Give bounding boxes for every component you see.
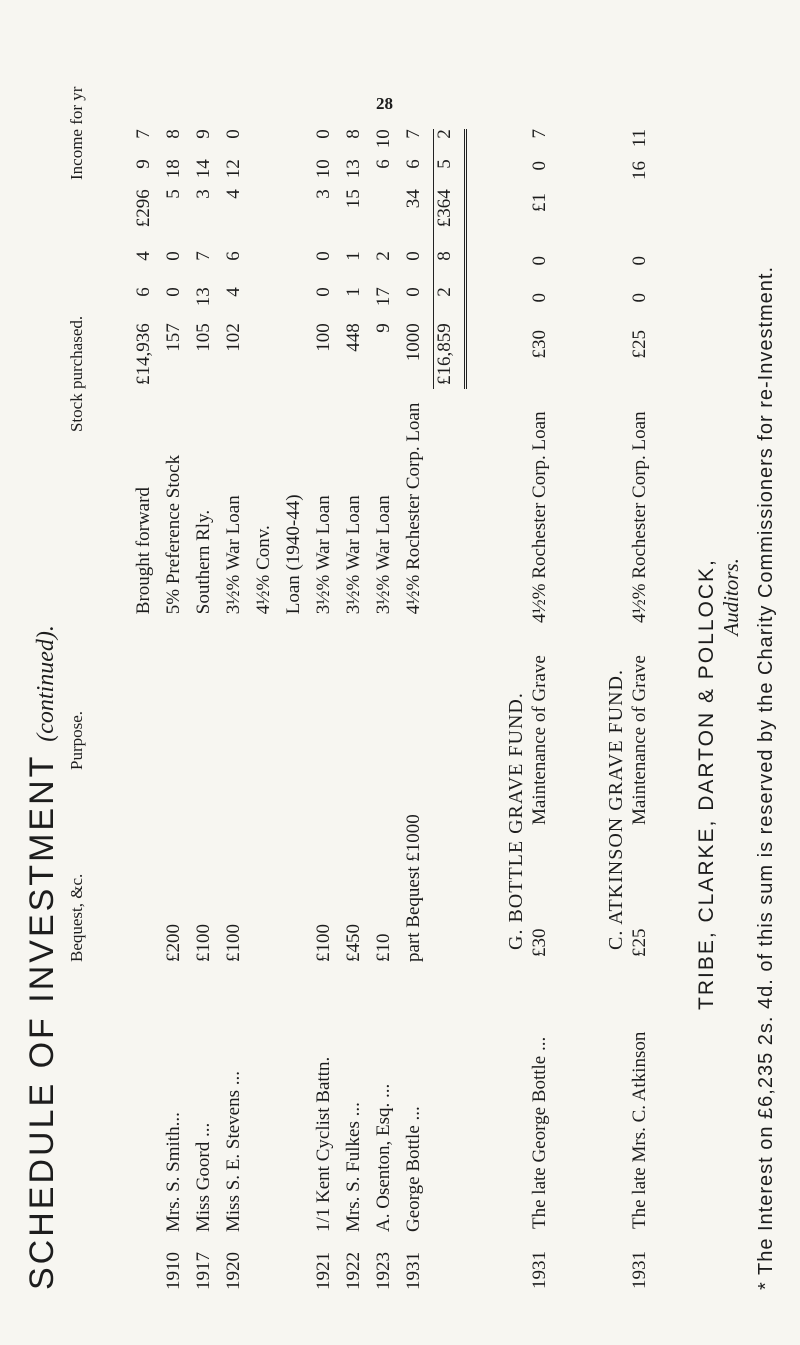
heading-title: SCHEDULE OF INVESTMENT [23, 754, 61, 1290]
amount-value: £1000 [403, 814, 424, 862]
cell-inc-d: 8 [163, 129, 184, 139]
cell-inc-d: 7 [403, 129, 424, 139]
cell-inc: £296 [133, 189, 154, 228]
cell-purpose [313, 614, 343, 814]
table-row [133, 129, 163, 1290]
cell-amount [253, 814, 283, 962]
cell-s [283, 281, 313, 317]
cell-name: 1/1 Kent Cyclist Battn. [313, 1056, 334, 1232]
cell-s: 0 [163, 287, 184, 297]
cell-s: 1 [343, 287, 364, 297]
cell-inc: 15 [343, 189, 364, 209]
fund-s: 0 [529, 293, 550, 303]
cell-stock: 3½% War Loan [223, 495, 244, 615]
fund-d: 0 [529, 256, 550, 266]
cell-purpose [193, 614, 223, 814]
cell-stock: 3½% War Loan [373, 495, 394, 615]
rotated-sheet [15, 50, 785, 1290]
cell-amount: £450 [343, 924, 364, 962]
cell-year: 1923 [373, 1252, 394, 1290]
cell-inc-s: 6 [403, 159, 424, 169]
cell-name [253, 962, 283, 1232]
cell-inc-d: 0 [223, 129, 244, 139]
fund-d: 0 [629, 256, 650, 266]
cell-name [133, 962, 163, 1232]
fund-stock: 4½% Rochester Corp. Loan [629, 411, 650, 623]
total-blank [434, 1232, 466, 1290]
cell-name: George Bottle ... [403, 1106, 424, 1232]
cell-inc [373, 189, 403, 245]
cell-year [253, 1232, 283, 1290]
table-row [163, 129, 193, 1290]
fund-inc-s: 0 [529, 161, 550, 171]
column-header-bequest: Bequest, &c. [67, 873, 86, 962]
cell-name: Miss Goord ... [193, 1122, 214, 1232]
cell-year [283, 1232, 313, 1290]
cell-amount: £200 [163, 924, 184, 962]
cell-year: 1922 [343, 1252, 364, 1290]
cell-inc-s [253, 159, 283, 189]
cell-stock-amt: 1000 [403, 323, 424, 362]
fund-table [628, 128, 652, 1290]
cell-purpose [283, 614, 313, 814]
cell-inc-s: 6 [373, 159, 394, 169]
cell-year: 1921 [313, 1252, 334, 1290]
fund-amount: £30 [529, 928, 550, 957]
fund-inc: £1 [529, 193, 550, 212]
cell-d: 0 [313, 251, 334, 261]
cell-stock-amt: 157 [163, 323, 184, 352]
column-header-stock: Stock purchased. [67, 315, 86, 432]
cell-inc-s: 10 [313, 159, 334, 179]
cell-amount [283, 814, 313, 962]
column-header-income: Income for yr [67, 86, 86, 180]
cell-inc-s: 9 [133, 159, 154, 169]
cell-purpose [163, 614, 193, 814]
cell-d [253, 245, 283, 281]
fund-row [628, 128, 652, 1290]
fund-s: 0 [629, 293, 650, 303]
total-stock-amt: £16,859 [434, 317, 466, 389]
fund-title: G. BOTTLE GRAVE FUND. [505, 692, 527, 950]
table-row [223, 129, 253, 1290]
cell-stock: 4½% Rochester Corp. Loan [403, 402, 424, 615]
fund-title: C. ATKINSON GRAVE FUND. [605, 669, 627, 950]
total-s: 2 [434, 281, 466, 317]
fund-stock: 4½% Rochester Corp. Loan [529, 411, 550, 623]
page-number: 28 [376, 94, 393, 113]
table-row [343, 129, 373, 1290]
cell-d: 2 [373, 251, 394, 261]
cell-d: 0 [163, 251, 184, 261]
cell-s: 4 [223, 287, 244, 297]
cell-purpose [253, 614, 283, 814]
cell-inc-d: 9 [193, 129, 214, 139]
cell-inc-d: 10 [373, 129, 394, 149]
cell-amount [133, 814, 163, 962]
cell-name: Miss S. E. Stevens ... [223, 1071, 244, 1232]
cell-stock-amt: 9 [373, 323, 394, 333]
cell-stock-amt: £14,936 [133, 323, 154, 385]
cell-amount: £100 [313, 924, 334, 962]
cell-inc-s: 18 [163, 159, 184, 179]
cell-purpose [133, 614, 163, 814]
cell-name [283, 962, 313, 1232]
fund-stock-amt: £25 [629, 330, 650, 359]
fund-year: 1931 [629, 1251, 650, 1289]
page-heading [23, 625, 62, 1290]
cell-amount [403, 814, 434, 962]
cell-inc [253, 189, 283, 245]
cell-purpose [373, 614, 403, 814]
fund-amount: £25 [629, 928, 650, 957]
cell-purpose [403, 614, 434, 814]
cell-year: 1931 [403, 1252, 424, 1290]
cell-year: 1910 [163, 1252, 184, 1290]
cell-stock-amt: 448 [343, 323, 364, 352]
total-inc: £364 [434, 189, 466, 245]
cell-name: Mrs. S. Fulkes ... [343, 1102, 364, 1232]
cell-inc-d: 7 [133, 129, 154, 139]
cell-stock: 5% Preference Stock [163, 454, 184, 615]
table-row [193, 129, 223, 1290]
heading-continued: (continued). [33, 625, 59, 742]
cell-name: A. Osenton, Esq. ... [373, 1083, 394, 1232]
cell-inc-d: 8 [343, 129, 364, 139]
cell-year: 1920 [223, 1252, 244, 1290]
auditors-role: Auditors. [719, 558, 743, 636]
cell-s: 6 [133, 287, 154, 297]
cell-d: 7 [193, 251, 214, 261]
auditors-signature [695, 558, 744, 1010]
total-inc-s: 5 [434, 159, 466, 189]
cell-d: 6 [223, 251, 244, 261]
cell-inc-s: 14 [193, 159, 214, 179]
fund-stock-amt: £30 [529, 330, 550, 359]
fund-inc [628, 192, 652, 250]
cell-inc-d [283, 129, 313, 159]
cell-stock: Southern Rly. [193, 509, 214, 615]
cell-stock-amt [253, 317, 283, 389]
table-row [373, 129, 403, 1290]
cell-s [253, 281, 283, 317]
cell-year [133, 1232, 163, 1290]
cell-amount: £10 [373, 933, 394, 962]
cell-name: Mrs. S. Smith... [163, 1112, 184, 1232]
fund-inc-d: 7 [529, 129, 550, 139]
fund-inc-d: 11 [629, 129, 650, 148]
table-row [283, 129, 313, 1290]
total-blank [434, 962, 466, 1232]
total-blank [434, 614, 466, 814]
footnote: * The Interest on £6,235 2s. 4d. of this sum is reserved by the Charity Commissioners for re-Investment. [755, 265, 777, 1290]
column-header-purpose: Purpose. [67, 710, 86, 770]
total-d: 8 [434, 245, 466, 281]
cell-d: 4 [133, 251, 154, 261]
cell-inc-s: 13 [343, 159, 364, 179]
cell-stock-amt: 105 [193, 323, 214, 352]
cell-s: 0 [313, 287, 334, 297]
fund-name: The late Mrs. C. Atkinson [629, 1031, 650, 1229]
fund-year: 1931 [529, 1251, 550, 1289]
fund-purpose: Maintenance of Grave [629, 655, 650, 825]
total-row [434, 129, 466, 1290]
total-blank [434, 389, 466, 614]
cell-inc: 3 [193, 189, 214, 199]
cell-inc-s: 12 [223, 159, 244, 179]
cell-year: 1917 [193, 1252, 214, 1290]
cell-stock-amt [283, 317, 313, 389]
fund-purpose: Maintenance of Grave [529, 655, 550, 825]
cell-s: 17 [373, 287, 394, 307]
fund-row [528, 128, 552, 1290]
grave-fund [505, 128, 552, 1290]
cell-stock: 4½% Conv. [253, 525, 274, 615]
cell-amount: £100 [223, 924, 244, 962]
cell-inc-d [253, 129, 283, 159]
cell-amount: £100 [193, 924, 214, 962]
cell-s: 13 [193, 287, 214, 307]
cell-s: 0 [403, 287, 424, 297]
cell-inc [283, 189, 313, 245]
cell-d: 1 [343, 251, 364, 261]
cell-stock: 3½% War Loan [343, 495, 364, 615]
cell-purpose [223, 614, 253, 814]
cell-inc: 4 [223, 189, 244, 199]
investment-table [133, 129, 467, 1290]
total-blank [434, 814, 466, 962]
cell-d [283, 245, 313, 281]
cell-purpose [343, 614, 373, 814]
fund-table [528, 128, 552, 1290]
auditors-firm: TRIBE, CLARKE, DARTON & POLLOCK, [695, 558, 718, 1010]
cell-inc: 34 [403, 189, 424, 209]
cell-stock-amt: 102 [223, 323, 244, 352]
cell-stock: Loan (1940-44) [283, 494, 304, 615]
total-inc-d: 2 [434, 129, 466, 159]
grave-fund [605, 128, 652, 1290]
fund-inc-s: 16 [629, 161, 650, 180]
fund-name: The late George Bottle ... [529, 1036, 550, 1229]
cell-inc: 3 [313, 189, 334, 199]
table-row [313, 129, 343, 1290]
cell-stock-amt: 100 [313, 323, 334, 352]
amount-note: part Bequest [403, 866, 424, 962]
cell-inc-d: 0 [313, 129, 334, 139]
table-row [403, 129, 434, 1290]
cell-inc: 5 [163, 189, 184, 199]
cell-d: 0 [403, 251, 424, 261]
table-row [253, 129, 283, 1290]
cell-stock: Brought forward [133, 487, 154, 615]
cell-inc-s [283, 159, 313, 189]
cell-stock: 3½% War Loan [313, 495, 334, 615]
